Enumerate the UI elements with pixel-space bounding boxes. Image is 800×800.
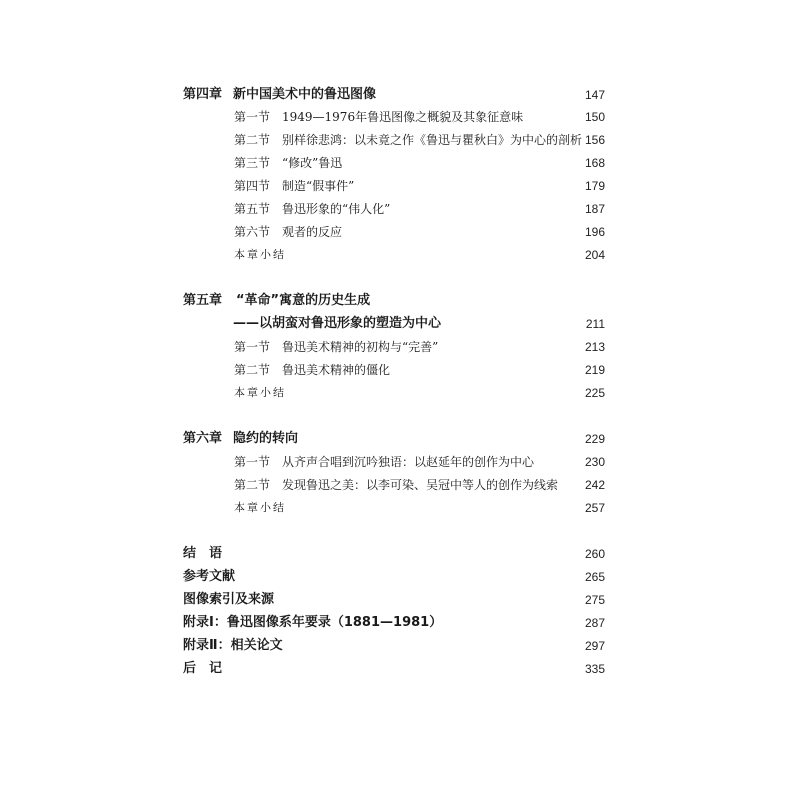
summary-title: 本章小结 — [234, 386, 286, 399]
toc-section-row — [0, 129, 800, 151]
toc-summary-row — [0, 497, 800, 519]
chapter-label: 第四章 — [183, 87, 223, 102]
page-number: 275 — [584, 593, 605, 607]
toc-back-matter-row — [0, 658, 800, 680]
summary-title: 本章小结 — [234, 501, 286, 514]
toc-section-row — [0, 451, 800, 473]
page-number: 150 — [584, 110, 605, 124]
back-matter-title: 附录Ⅰ：鲁迅图像系年要录（1881—1981） — [183, 615, 443, 630]
toc-back-matter-row — [0, 589, 800, 611]
toc-section-row — [0, 152, 800, 174]
section-title: 发现鲁迅之美：以李可染、吴冠中等人的创作为线索 — [282, 478, 559, 492]
section-label: 第二节 — [234, 478, 271, 492]
section-title: 观者的反应 — [282, 225, 343, 239]
page-number: 257 — [584, 501, 605, 515]
toc-section-row — [0, 198, 800, 220]
page-number: 168 — [584, 156, 605, 170]
toc-summary-row — [0, 382, 800, 404]
toc-section-row — [0, 106, 800, 128]
toc-chapter-heading — [0, 290, 800, 312]
section-title: “修改”鲁迅 — [282, 156, 343, 170]
page-number: 297 — [584, 639, 605, 653]
section-label: 第一节 — [234, 340, 271, 354]
page-number: 287 — [584, 616, 605, 630]
toc-section-row — [0, 175, 800, 197]
toc-chapter-subtitle-row — [0, 313, 800, 335]
section-label: 第五节 — [234, 202, 271, 216]
section-title: 制造“假事件” — [282, 179, 355, 193]
toc-section-row — [0, 221, 800, 243]
toc-back-matter-row — [0, 566, 800, 588]
page-number: 147 — [584, 88, 605, 102]
section-label: 第三节 — [234, 156, 271, 170]
toc-chapter-heading — [0, 428, 800, 450]
section-label: 第二节 — [234, 133, 271, 147]
back-matter-title: 后 记 — [183, 661, 223, 676]
toc-summary-row — [0, 244, 800, 266]
section-label: 第二节 — [234, 363, 271, 377]
chapter-label: 第五章 — [183, 293, 223, 308]
page-number: 229 — [584, 432, 605, 446]
section-title: 别样徐悲鸿：以未竟之作《鲁迅与瞿秋白》为中心的剖析 — [282, 133, 583, 147]
back-matter-title: 附录Ⅱ：相关论文 — [183, 638, 283, 653]
toc-section-row — [0, 336, 800, 358]
page-number: 335 — [584, 662, 605, 676]
page-number: 225 — [584, 386, 605, 400]
page-number: 211 — [585, 317, 605, 331]
page-number: 196 — [584, 225, 605, 239]
chapter-title: 新中国美术中的鲁迅图像 — [233, 87, 377, 102]
toc-back-matter-row — [0, 543, 800, 565]
toc-section-row — [0, 474, 800, 496]
section-title: 从齐声合唱到沉吟独语：以赵延年的创作为中心 — [282, 455, 535, 469]
page-number: 179 — [584, 179, 605, 193]
section-title: 鲁迅美术精神的僵化 — [282, 363, 391, 377]
section-label: 第四节 — [234, 179, 271, 193]
page-number: 260 — [584, 547, 605, 561]
page-number: 242 — [584, 478, 605, 492]
back-matter-title: 参考文献 — [183, 569, 236, 584]
section-label: 第一节 — [234, 110, 271, 124]
section-title: 鲁迅形象的“伟人化” — [282, 202, 391, 216]
back-matter-title: 图像索引及来源 — [183, 592, 275, 607]
page-number: 187 — [584, 202, 605, 216]
page-number: 156 — [584, 133, 605, 147]
section-title: 鲁迅美术精神的初构与“完善” — [282, 340, 439, 354]
chapter-label: 第六章 — [183, 431, 223, 446]
toc-back-matter-row — [0, 635, 800, 657]
section-label: 第一节 — [234, 455, 271, 469]
page-number: 204 — [584, 248, 605, 262]
section-title: 1949—1976年鲁迅图像之概貌及其象征意味 — [282, 110, 524, 124]
chapter-subtitle: ——以胡蛮对鲁迅形象的塑造为中心 — [233, 316, 442, 331]
toc-chapter-heading — [0, 84, 800, 106]
toc-section-row — [0, 359, 800, 381]
page-number: 213 — [584, 340, 605, 354]
page-number: 265 — [584, 570, 605, 584]
page-number: 230 — [584, 455, 605, 469]
toc-back-matter-row — [0, 612, 800, 634]
back-matter-title: 结 语 — [183, 546, 223, 561]
chapter-title: “革命”寓意的历史生成 — [236, 293, 371, 308]
page-number: 219 — [584, 363, 605, 377]
section-label: 第六节 — [234, 225, 271, 239]
chapter-title: 隐约的转向 — [233, 431, 299, 446]
summary-title: 本章小结 — [234, 248, 286, 261]
